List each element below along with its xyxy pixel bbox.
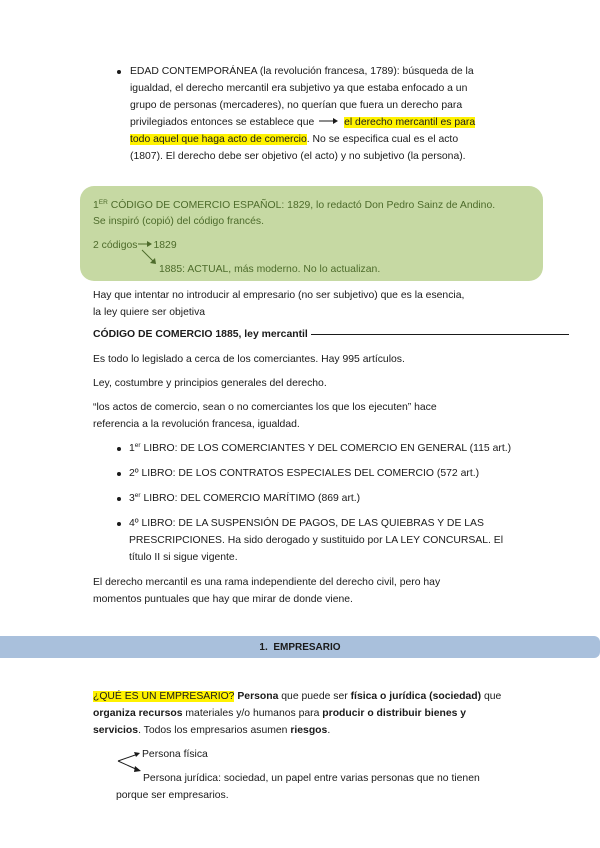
text-span: 2 códigos [93,240,138,251]
persona-fisica: Persona física [142,749,208,760]
bold-text: riesgos [290,725,328,736]
highlight-text: el derecho mercantil es para [344,117,476,128]
section-number: 1. [259,642,268,653]
text-line [130,114,498,131]
codigo-heading: CÓDIGO DE COMERCIO 1885, ley mercantil [93,329,308,340]
paragraph: Ley, costumbre y principios generales del derecho. [93,378,327,389]
list-item [129,515,503,566]
ordinal-sup: er [134,442,141,449]
text-line [129,515,503,532]
text-line: “los actos de comercio, sean o no comerciantes los que los ejecuten” hace [93,402,437,413]
text-span: 4º [129,518,139,529]
callout-codigos [93,237,177,254]
text-line: Hay que intentar no introducir al empresario (no ser subjetivo) que es la esencia, [93,290,465,301]
bold-text: organiza recursos [93,708,183,719]
bullet-dot [117,522,121,526]
arrow-diagonal-icon [141,249,159,273]
ordinal-sup: ER [98,199,108,206]
paragraph [93,574,440,608]
bold-text: servicios [93,725,139,736]
text-span: materiales y/o humanos para [182,708,323,719]
text-span: privilegiados entonces se establece que [130,117,315,128]
text-span: LIBRO: DE LOS CONTRATOS ESPECIALES DEL COMERCIO (572 art.) [138,468,480,479]
highlight-text: todo aquel que haga acto de comercio [130,134,307,145]
bullet-dot [117,497,121,501]
text-line: igualdad, el derecho mercantil era subjetivo ya que estaba enfocado a un [130,83,468,94]
text-line: EDAD CONTEMPORÁNEA (la revolución francesa, 1789): búsqueda de la [130,66,474,77]
list-item [129,490,360,507]
bold-text: física o jurídica (sociedad) [350,691,482,702]
paragraph [93,399,437,433]
text-span: . No se especifica cual es el acto [306,134,459,145]
bullet-dot [117,447,121,451]
text-line: referencia a la revolución francesa, igualdad. [93,419,300,430]
text-line: momentos puntuales que hay que mirar de donde viene. [93,594,353,605]
text-line: porque ser empresarios. [116,790,229,801]
text-span: . [327,725,331,736]
text-line: (1807). El derecho debe ser objetivo (el acto) y no subjetivo (la persona). [130,151,466,162]
text-span: que [481,691,502,702]
bullet-dot [117,472,121,476]
text-line [93,722,501,739]
persona-juridica [116,770,480,804]
section-title: EMPRESARIO [273,642,341,653]
text-line [93,688,501,705]
text-line: grupo de personas (mercaderes), no querían que fuera un derecho para [130,100,463,111]
text-span: LIBRO: DE LA SUSPENSIÓN DE PAGOS, DE LAS QUIEBRAS Y DE LAS [138,518,484,529]
bold-text: producir o distribuir bienes y [322,708,467,719]
text-span: 1829 [153,240,177,251]
bold-text: Persona [237,691,279,702]
text-span: 1 [129,443,135,454]
list-item [129,465,479,482]
paragraph: Es todo lo legislado a cerca de los comerciantes. Hay 995 artículos. [93,354,405,365]
callout-line: Se inspiró (copió) del código francés. [93,216,264,227]
highlight-question: ¿QUÉ ES UN EMPRESARIO? [93,691,235,702]
section-heading [0,639,600,656]
text-line [130,131,498,148]
text-line [93,705,501,722]
text-span: LIBRO: DE LOS COMERCIANTES Y DEL COMERCIO EN GENERAL (115 art.) [140,443,512,454]
list-item [129,440,511,457]
text-span: que puede ser [278,691,351,702]
text-line: la ley quiere ser objetiva [93,307,206,318]
bullet-dot [117,70,121,74]
definition-paragraph [93,688,501,739]
callout-line [93,197,495,214]
text-span: . Todos los empresarios asumen [138,725,291,736]
arrow-right-icon [317,114,341,131]
text-line: Persona jurídica: sociedad, un papel entre varias personas que no tienen [143,773,480,784]
contemporanea-paragraph [130,63,498,165]
text-span: LIBRO: DEL COMERCIO MARÍTIMO (869 art.) [140,493,361,504]
text-line: El derecho mercantil es una rama independiente del derecho civil, pero hay [93,577,441,588]
text-line: título II si sigue vigente. [129,552,238,563]
callout-line: 1885: ACTUAL, más moderno. No lo actualizan. [159,264,381,275]
text-line: PRESCRIPCIONES. Ha sido derogado y sustituido por LA LEY CONCURSAL. El [129,535,504,546]
text-span: 1 [93,200,99,211]
text-span: 2º [129,468,139,479]
ordinal-sup: er [134,492,141,499]
heading-rule [311,334,569,335]
text-span: 3 [129,493,135,504]
paragraph [93,287,464,321]
text-span: CÓDIGO DE COMERCIO ESPAÑOL: 1829, lo redactó Don Pedro Sainz de Andino. [107,200,496,211]
